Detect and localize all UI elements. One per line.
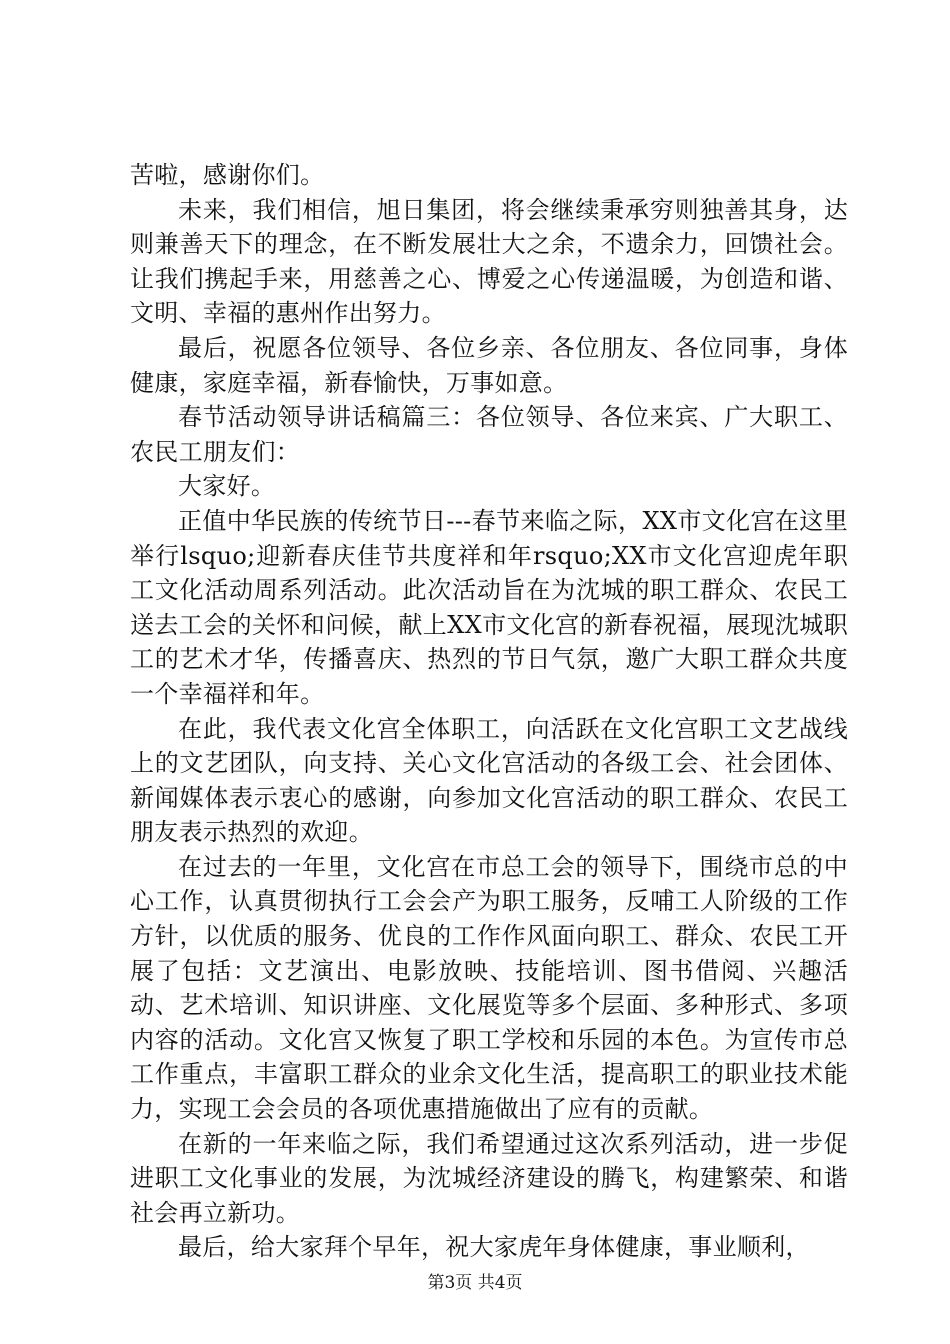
paragraph-3: 最后，祝愿各位领导、各位乡亲、各位朋友、各位同事，身体健康，家庭幸福，新春愉快，万事如意。 xyxy=(130,333,848,397)
page-footer: 第3页 共4页 xyxy=(427,1273,523,1293)
paragraph-6: 正值中华民族的传统节日---春节来临之际，XX市文化宫在这里举行lsquo;迎新春庆佳节共度祥和年rsquo;XX市文化宫迎虎年职工文化活动周系列活动。此次活动旨在为沈城的职工群众、农民工送去工会的关怀和问候，献上XX市文化宫的新春祝福，展现沈城职工的艺术才华，传播喜庆、热烈的节日气氛，邀广大职工群众共度一个幸福祥和年。 xyxy=(130,506,848,708)
paragraph-5: 大家好。 xyxy=(178,472,276,501)
paragraph-8: 在过去的一年里，文化宫在市总工会的领导下，围绕市总的中心工作，认真贯彻执行工会会产为职工服务，反哺工人阶级的工作方针，以优质的服务、优良的工作作风面向职工、群众、农民工开展了包括：文艺演出、电影放映、技能培训、图书借阅、兴趣活动、艺术培训、知识讲座、文化展览等多个层面、多种形式、多项内容的活动。文化宫又恢复了职工学校和乐园的本色。为宣传市总工作重点，丰富职工群众的业余文化生活，提高职工的职业技术能力，实现工会会员的各项优惠措施做出了应有的贡献。 xyxy=(130,852,848,1124)
paragraph-9: 在新的一年来临之际，我们希望通过这次系列活动，进一步促进职工文化事业的发展，为沈城经济建设的腾飞，构建繁荣、和谐社会再立新功。 xyxy=(130,1129,848,1227)
paragraph-2: 未来，我们相信，旭日集团，将会继续秉承穷则独善其身，达则兼善天下的理念，在不断发展壮大之余，不遗余力，回馈社会。让我们携起手来，用慈善之心、博爱之心传递温暖，为创造和谐、文明、幸福的惠州作出努力。 xyxy=(130,195,848,328)
body-text xyxy=(130,158,848,1265)
paragraph-1: 苦啦，感谢你们。 xyxy=(130,161,325,189)
paragraph-10: 最后，给大家拜个早年，祝大家虎年身体健康，事业顺利， xyxy=(178,1233,810,1262)
paragraph-4: 春节活动领导讲话稿篇三：各位领导、各位来宾、广大职工、农民工朋友们： xyxy=(130,403,848,466)
paragraph-7: 在此，我代表文化宫全体职工，向活跃在文化宫职工文艺战线上的文艺团队，向支持、关心文化宫活动的各级工会、社会团体、新闻媒体表示衷心的感谢，向参加文化宫活动的职工群众、农民工朋友表示热烈的欢迎。 xyxy=(130,714,848,847)
